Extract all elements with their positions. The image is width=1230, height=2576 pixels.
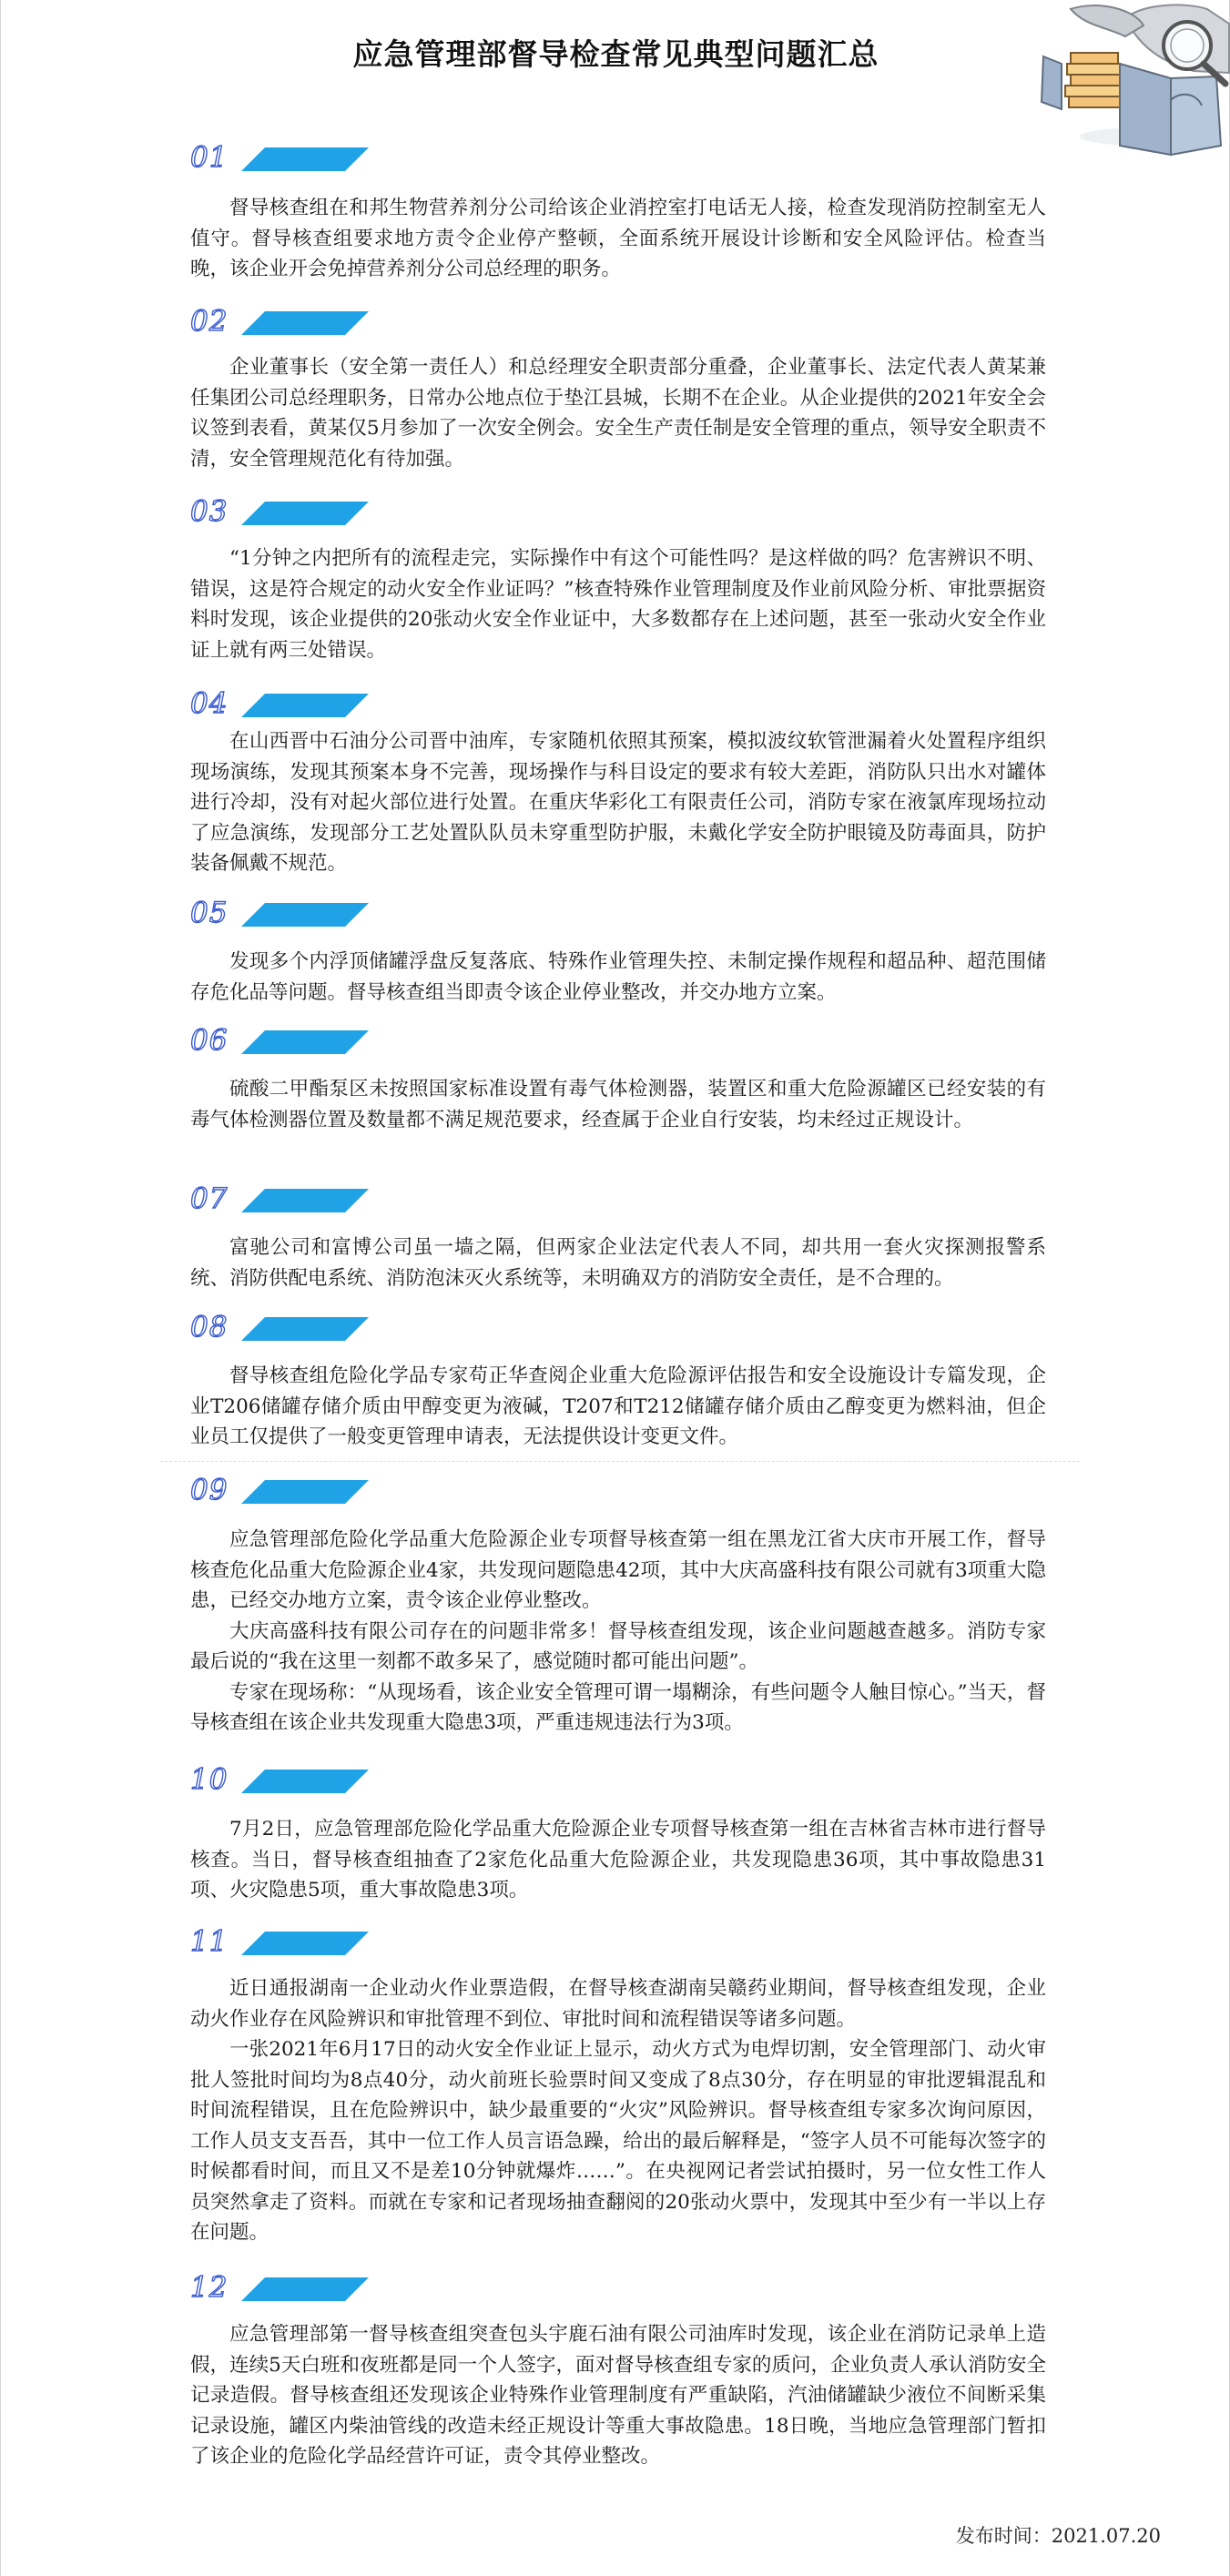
- item-number: 10: [190, 1763, 229, 1796]
- item-header: [190, 687, 372, 720]
- item-header: [190, 1024, 372, 1057]
- item-number: 02: [190, 305, 229, 338]
- paragraph: 一张2021年6月17日的动火安全作业证上显示，动火方式为电焊切割，安全管理部门、动火审批人签批时间均为8点40分，动火前班长验票时间又变成了8点30分，存在明显的审批逻辑混乱和时间流程错误，且在危险辨识中，缺少最重要的“火灾”风险辨识。督导核查组专家多次询问原因，工作人员支支吾吾，其中一位工作人员言语急躁，给出的最后解释是，“签字人员不可能每次签字的时候都看时间，而且又不是差10分钟就爆炸……”。在央视网记者尝试拍摄时，另一位女性工作人员突然拿走了资料。而就在专家和记者现场抽查翻阅的20张动火票中，发现其中至少有一半以上存在问题。: [190, 2038, 1046, 2244]
- item-body: [190, 1074, 1046, 1135]
- publish-date: 发布时间：2021.07.20: [955, 2525, 1161, 2547]
- item-number: 07: [190, 1182, 229, 1215]
- item-header: [190, 495, 372, 528]
- accent-bar-icon: [241, 1480, 369, 1504]
- accent-bar-icon: [241, 1030, 369, 1054]
- item-number: 05: [190, 897, 229, 929]
- paragraph: “1分钟之内把所有的流程走完，实际操作中有这个可能性吗？是这样做的吗？危害辨识不明、错误，这是符合规定的动火安全作业证吗？”核查特殊作业管理制度及作业前风险分析、审批票据资料时发现，该企业提供的20张动火安全作业证中，大多数都存在上述问题，甚至一张动火安全作业证上就有两三处错误。: [190, 547, 1046, 662]
- page-divider: [160, 1461, 1080, 1462]
- item-body: [190, 1361, 1046, 1453]
- item-body: [190, 352, 1046, 474]
- item-number: 04: [190, 687, 229, 720]
- accent-bar-icon: [241, 1932, 369, 1955]
- item-number: 12: [190, 2271, 229, 2304]
- accent-bar-icon: [241, 1317, 369, 1341]
- paragraph: 督导核查组在和邦生物营养剂分公司给该企业消控室打电话无人接，检查发现消防控制室无人值守。督导核查组要求地方责令企业停产整顿，全面系统开展设计诊断和安全风险评估。检查当晚，该企业开会免掉营养剂分公司总经理的职务。: [190, 197, 1046, 280]
- paragraph: 硫酸二甲酯泵区未按照国家标准设置有毒气体检测器，装置区和重大危险源罐区已经安装的有毒气体检测器位置及数量都不满足规范要求，经查属于企业自行安装，均未经过正规设计。: [190, 1078, 1046, 1131]
- accent-bar-icon: [241, 1770, 369, 1793]
- item-body: [190, 1232, 1046, 1293]
- item-number: 01: [190, 141, 229, 174]
- paragraph: 富驰公司和富博公司虽一墙之隔，但两家企业法定代表人不同，却共用一套火灾探测报警系统、消防供配电系统、消防泡沫灭火系统等，未明确双方的消防安全责任，是不合理的。: [190, 1236, 1046, 1290]
- item-body: [190, 543, 1046, 665]
- accent-bar-icon: [241, 1189, 369, 1212]
- item-header: [190, 305, 372, 338]
- item-number: 11: [190, 1925, 229, 1958]
- accent-bar-icon: [241, 903, 369, 927]
- paragraph: 7月2日，应急管理部危险化学品重大危险源企业专项督导核查第一组在吉林省吉林市进行督导核查。当日，督导核查组抽查了2家危化品重大危险源企业，共发现隐患36项，其中事故隐患31项、火灾隐患5项，重大事故隐患3项。: [190, 1818, 1046, 1902]
- paragraph: 应急管理部第一督导核查组突查包头宇鹿石油有限公司油库时发现，该企业在消防记录单上造假，连续5天白班和夜班都是同一个人签字，面对督导核查组专家的质问，企业负责人承认消防安全记录造假。督导核查组还发现该企业特殊作业管理制度有严重缺陷，汽油储罐缺少液位不间断采集记录设施，罐区内柴油管线的改造未经正规设计等重大事故隐患。18日晚，当地应急管理部门暂扣了该企业的危险化学品经营许可证，责令其停业整改。: [190, 2323, 1046, 2468]
- item-header: [190, 2271, 372, 2304]
- paragraph: 应急管理部危险化学品重大危险源企业专项督导核查第一组在黑龙江省大庆市开展工作，督导核查危化品重大危险源企业4家，共发现问题隐患42项，其中大庆高盛科技有限公司就有3项重大隐患，已经交办地方立案，责令该企业停业整改。: [190, 1528, 1046, 1612]
- item-number: 09: [190, 1474, 229, 1506]
- document-title: 应急管理部督导检查常见典型问题汇总: [352, 36, 879, 72]
- paragraph: 大庆高盛科技有限公司存在的问题非常多！督导核查组发现，该企业问题越查越多。消防专家最后说的“我在这里一刻都不敢多呆了，感觉随时都可能出问题”。: [190, 1619, 1046, 1673]
- accent-bar-icon: [241, 147, 369, 171]
- accent-bar-icon: [241, 502, 369, 525]
- item-body: [190, 1525, 1046, 1739]
- item-header: [190, 1182, 372, 1215]
- paragraph: 企业董事长（安全第一责任人）和总经理安全职责部分重叠，企业董事长、法定代表人黄某兼任集团公司总经理职务，日常办公地点位于垫江县城，长期不在企业。从企业提供的2021年安全会议签到表看，黄某仅5月参加了一次安全例会。安全生产责任制是安全管理的重点，领导安全职责不清，安全管理规范化有待加强。: [190, 356, 1046, 471]
- item-number: 03: [190, 495, 229, 528]
- item-body: [190, 2319, 1046, 2472]
- item-header: [190, 1313, 372, 1343]
- paragraph: 在山西晋中石油分公司晋中油库，专家随机依照其预案，模拟波纹软管泄漏着火处置程序组织现场演练，发现其预案本身不完善，现场操作与科目设定的要求有较大差距，消防队只出水对罐体进行冷却，没有对起火部位进行处置。在重庆华彩化工有限责任公司，消防专家在液氯库现场拉动了应急演练，发现部分工艺处置队队员未穿重型防护服，未戴化学安全防护眼镜及防毒面具，防护装备佩戴不规范。: [190, 730, 1046, 875]
- accent-bar-icon: [241, 2277, 369, 2301]
- item-body: [190, 1973, 1046, 2248]
- paragraph: 近日通报湖南一企业动火作业票造假，在督导核查湖南吴赣药业期间，督导核查组发现，企业动火作业存在风险辨识和审批管理不到位、审批时间和流程错误等诸多问题。: [190, 1977, 1046, 2031]
- item-body: [190, 726, 1046, 879]
- item-body: [190, 193, 1046, 285]
- accent-bar-icon: [241, 311, 369, 335]
- paragraph: 专家在现场称：“从现场看，该企业安全管理可谓一塌糊涂，有些问题令人触目惊心。”当天，督导核查组在该企业共发现重大隐患3项，严重违规违法行为3项。: [190, 1680, 1046, 1734]
- item-number: 08: [190, 1311, 229, 1344]
- item-body: [190, 1814, 1046, 1906]
- item-header: [190, 1476, 372, 1506]
- inspector-magnifier-cartoon-icon: [1034, 0, 1230, 182]
- item-header: [190, 1763, 372, 1796]
- paragraph: 发现多个内浮顶储罐浮盘反复落底、特殊作业管理失控、未制定操作规程和超品种、超范围储存危化品等问题。督导核查组当即责令该企业停业整改，并交办地方立案。: [190, 950, 1046, 1004]
- paragraph: 督导核查组危险化学品专家苟正华查阅企业重大危险源评估报告和安全设施设计专篇发现，企业T206储罐存储介质由甲醇变更为液碱，T207和T212储罐存储介质由乙醇变更为燃料油，但企业员工仅提供了一般变更管理申请表，无法提供设计变更文件。: [190, 1364, 1046, 1448]
- item-header: [190, 1925, 372, 1958]
- item-body: [190, 947, 1046, 1008]
- item-header: [190, 141, 372, 174]
- item-number: 06: [190, 1024, 229, 1057]
- accent-bar-icon: [241, 694, 369, 717]
- item-header: [190, 899, 372, 928]
